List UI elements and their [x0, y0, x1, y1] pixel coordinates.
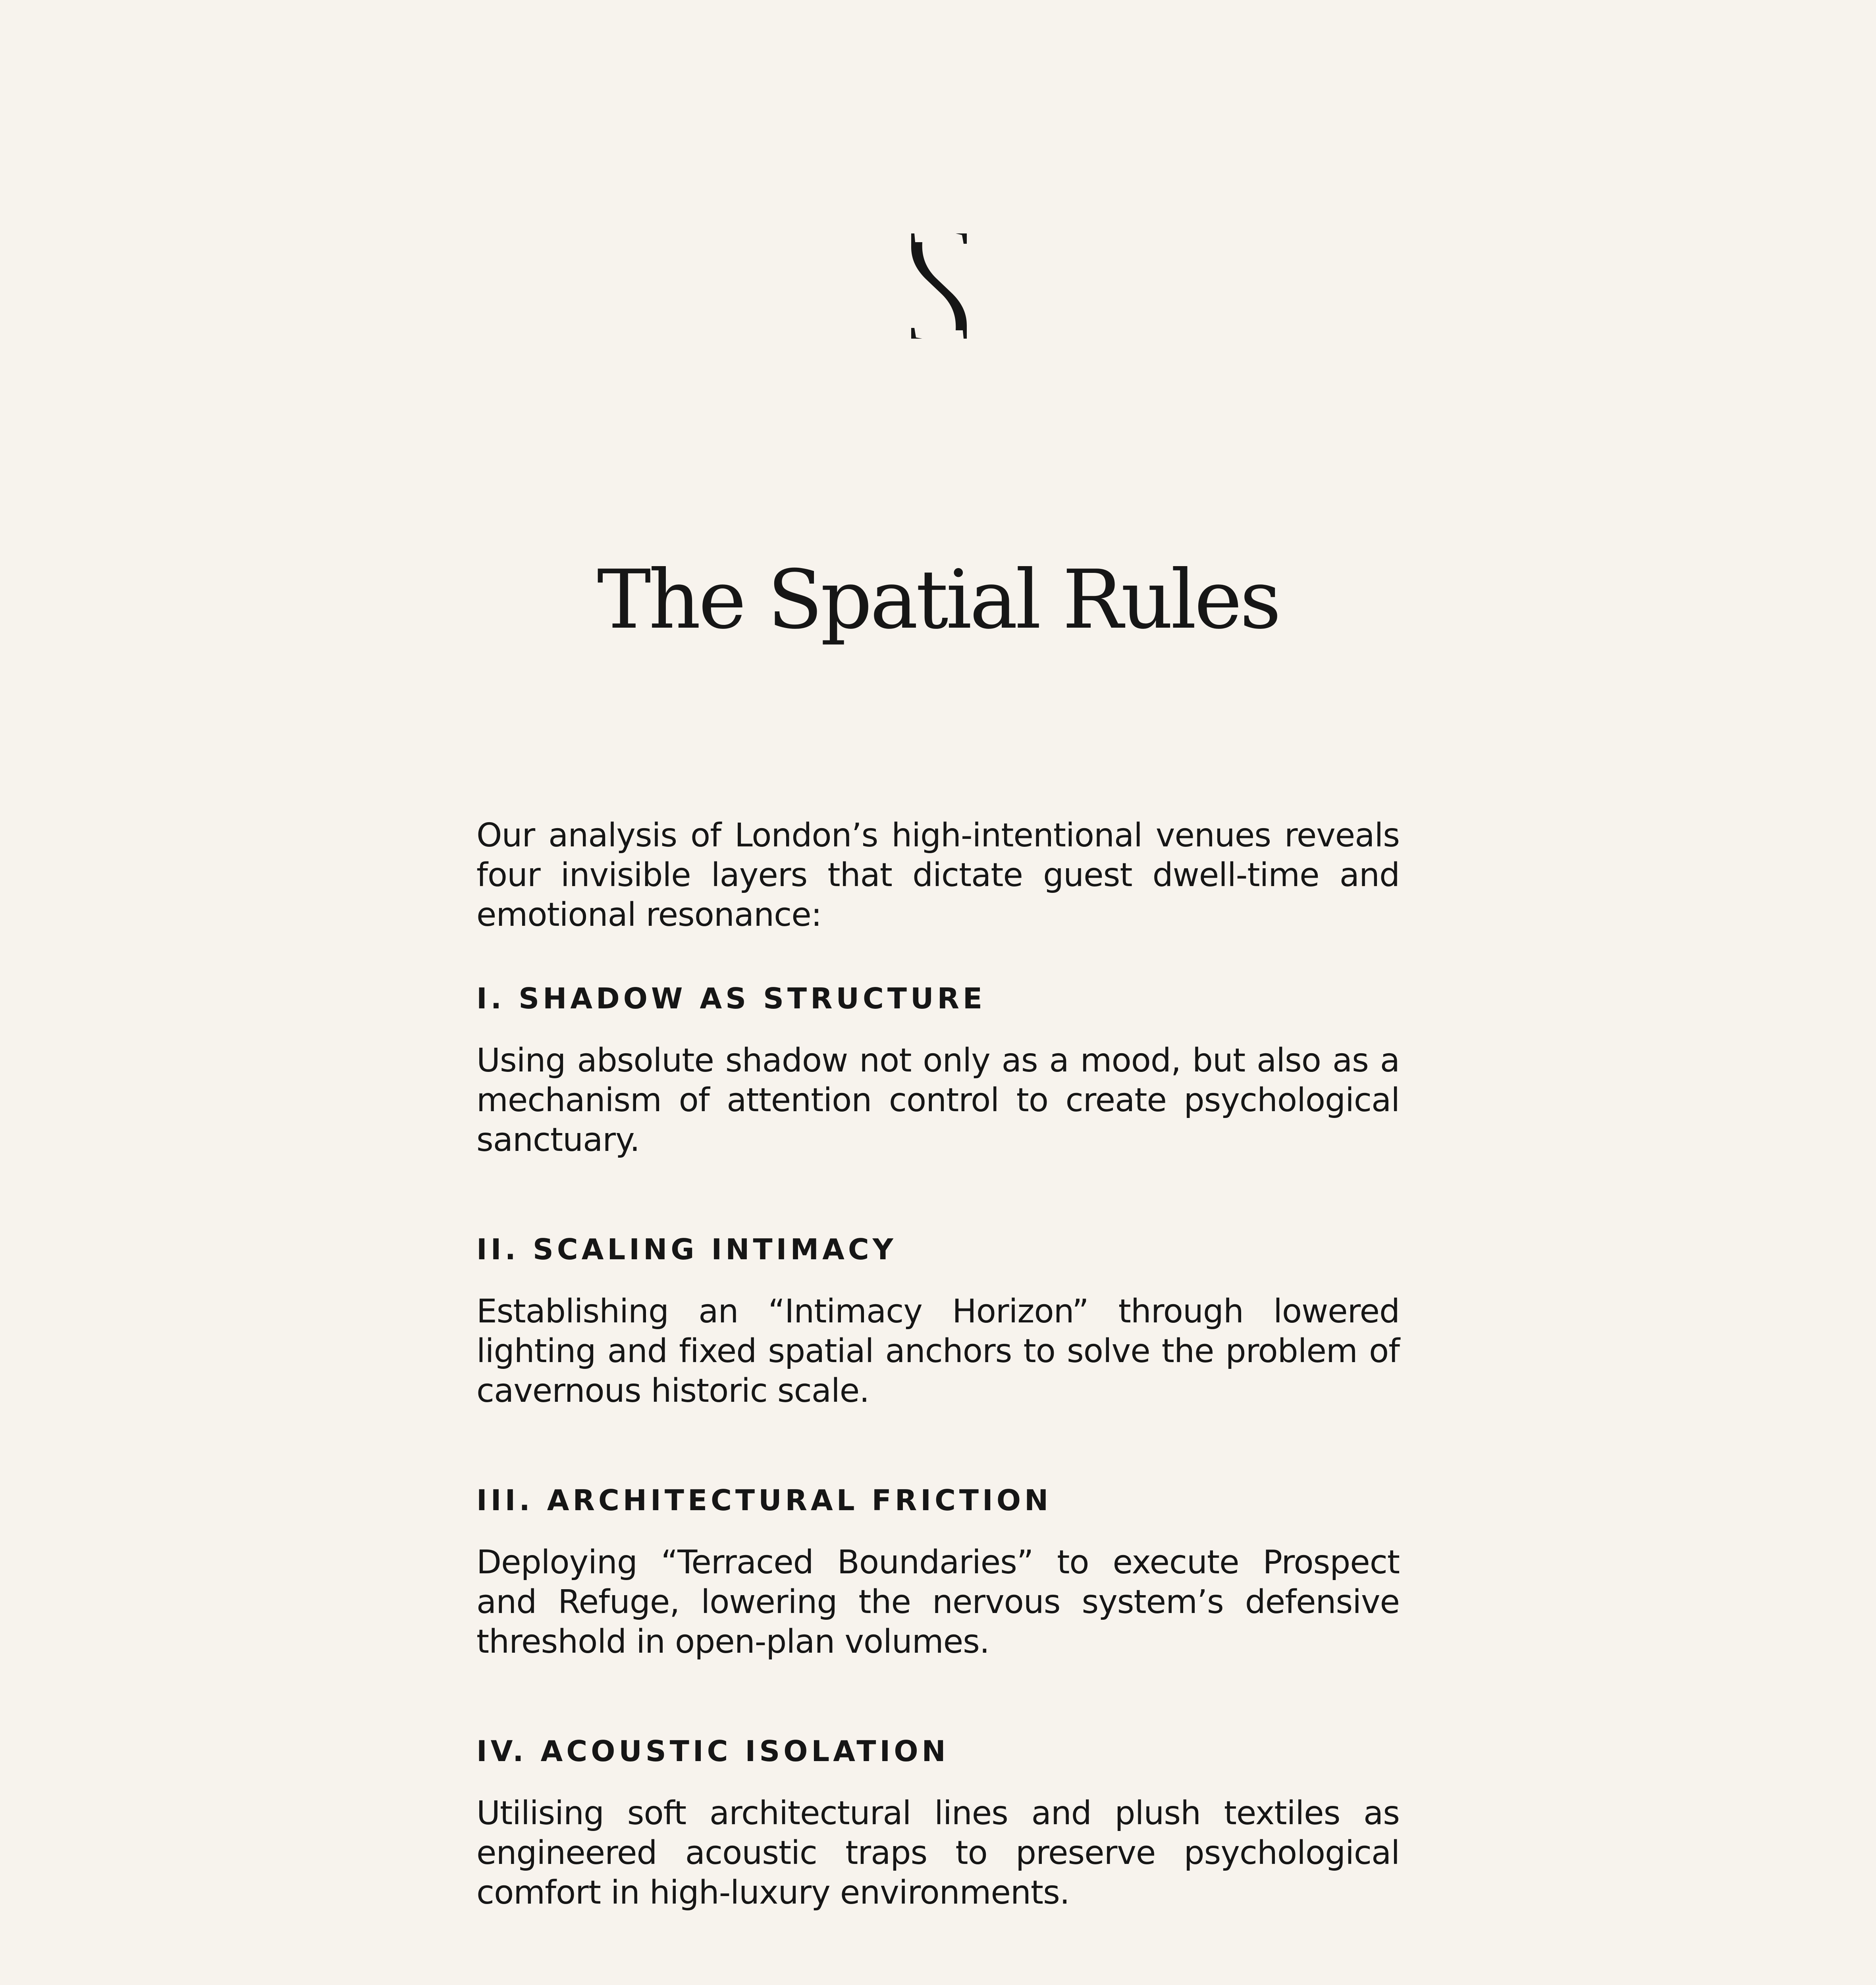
section-architectural-friction — [476, 1482, 1400, 1662]
section-body: Utilising soft architectural lines and plush textiles as engineered acoustic traps to preserve psychological comfort in high-luxury environments. — [476, 1794, 1400, 1912]
document-body — [476, 816, 1400, 1984]
intro-paragraph: Our analysis of London’s high-intentional venues reveals four invisible layers that dictate guest dwell-time and emotional resonance: — [476, 817, 1400, 934]
section-body: Using absolute shadow not only as a mood, but also as a mechanism of attention control to create psychological sanctuary. — [476, 1042, 1400, 1159]
section-scaling-intimacy — [476, 1231, 1400, 1411]
page-title: The Spatial Rules — [597, 553, 1279, 647]
s-monogram-logo — [911, 233, 967, 339]
section-body: Establishing an “Intimacy Horizon” through lowered lighting and fixed spatial anchors to solve the problem of cavernous historic scale. — [476, 1293, 1400, 1410]
section-heading: IV. ACOUSTIC ISOLATION — [476, 1734, 949, 1768]
section-body: Deploying “Terraced Boundaries” to execute Prospect and Refuge, lowering the nervous system’s defensive threshold in open-plan volumes. — [476, 1544, 1400, 1661]
section-heading: I. SHADOW AS STRUCTURE — [476, 982, 986, 1015]
section-shadow-as-structure — [476, 981, 1400, 1160]
section-heading: II. SCALING INTIMACY — [476, 1233, 897, 1266]
section-acoustic-isolation — [476, 1733, 1400, 1913]
section-heading: III. ARCHITECTURAL FRICTION — [476, 1484, 1052, 1517]
